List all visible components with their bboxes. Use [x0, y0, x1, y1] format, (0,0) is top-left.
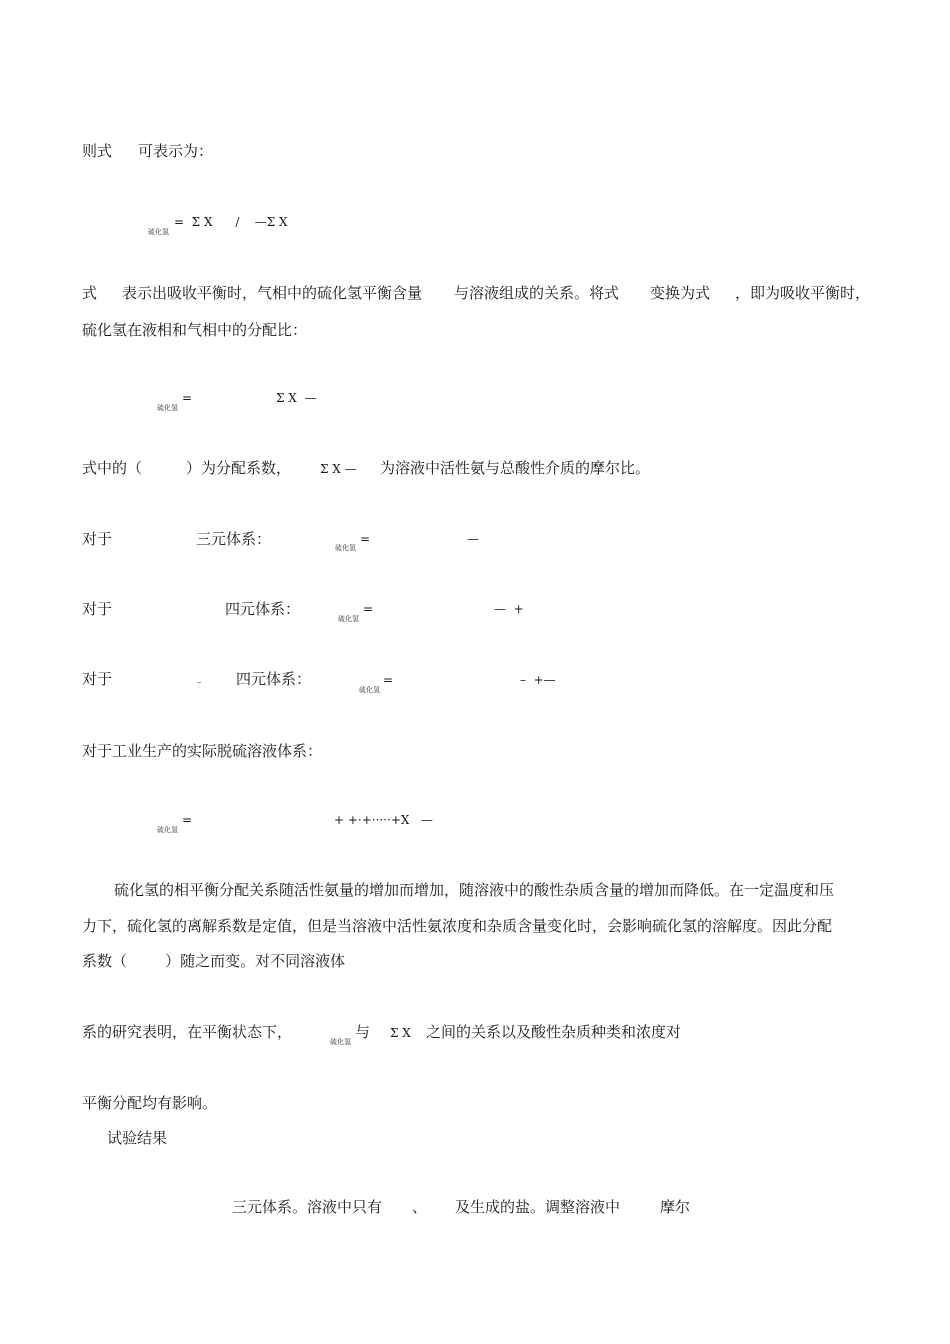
equation-5-rhs: – +—	[520, 673, 556, 687]
subscript-h2s: 硫化氢	[330, 1038, 351, 1046]
equation-3-equals: =	[360, 532, 371, 546]
text-mole: 摩尔	[660, 1198, 691, 1216]
text-shi: 式	[82, 284, 98, 302]
text-balance-effect: 平衡分配均有影响。	[82, 1094, 218, 1112]
paragraph-line-3: 系数（ ）随之而变。对不同溶液体	[82, 952, 346, 970]
paragraph-line-1: 硫化氢的相平衡分配关系随活性氨量的增加而增加，随溶液中的酸性杂质含量的增加而降低。在一定温度和压	[114, 881, 835, 899]
equation-1: = Σ X / —Σ X	[174, 215, 288, 229]
text-sigma-x: Σ X —	[320, 462, 357, 476]
text-molar-ratio: 为溶液中活性氨与总酸性介质的摩尔比。	[380, 459, 651, 477]
text-duiyu: 对于	[82, 670, 113, 688]
text-ze-shi: 则式	[82, 142, 113, 160]
subscript-h2s: 硫化氢	[359, 686, 380, 694]
paragraph-line-2: 力下，硫化氢的离解系数是定值，但是当溶液中活性氨浓度和杂质含量变化时，会影响硫化氢的溶解度。因此分配	[82, 917, 833, 935]
text-yu: 与	[355, 1023, 371, 1041]
text-research: 系的研究表明，在平衡状态下，	[82, 1023, 293, 1041]
subscript-h2s: 硫化氢	[338, 615, 359, 623]
text-quaternary-system-2: 四元体系：	[236, 670, 312, 688]
text-shi-zhong: 式中的（	[82, 459, 143, 477]
equation-6-equals: =	[182, 813, 193, 827]
subscript-h2s: 硫化氢	[157, 404, 178, 412]
section-heading: 试验结果	[107, 1129, 168, 1147]
text-absorption-balance-2: ，即为吸收平衡时，	[735, 284, 871, 302]
text-industrial-system: 对于工业生产的实际脱硫溶液体系：	[82, 742, 323, 760]
text-distribution-ratio: 硫化氢在液相和气相中的分配比：	[82, 321, 308, 339]
equation-4-rhs: — +	[494, 602, 524, 616]
text-duiyu: 对于	[82, 600, 113, 618]
text-solution-composition: 与溶液组成的关系。将式	[454, 284, 620, 302]
text-ternary-solution: 三元体系。溶液中只有	[232, 1198, 383, 1216]
text-partition-coef: ）为分配系数，	[186, 459, 292, 477]
equation-5-equals: =	[383, 673, 394, 687]
subscript-h2s: 硫化氢	[335, 544, 356, 552]
text-dash: –	[197, 678, 202, 688]
equation-2-equals: =	[182, 391, 193, 405]
equation-2-rhs: Σ X —	[276, 391, 317, 405]
text-absorption-balance: 表示出吸收平衡时，气相中的硫化氢平衡含量	[122, 284, 423, 302]
text-ternary-system: 三元体系：	[196, 530, 272, 548]
equation-6-rhs: + +·+·····+X —	[334, 813, 433, 827]
subscript-h2s: 硫化氢	[148, 228, 169, 236]
subscript-h2s: 硫化氢	[157, 826, 178, 834]
equation-4-equals: =	[363, 602, 374, 616]
text-ke-biao-shi: 可表示为：	[138, 142, 214, 160]
text-transform: 变换为式	[650, 284, 711, 302]
text-duiyu: 对于	[82, 530, 113, 548]
text-quaternary-system: 四元体系：	[225, 600, 301, 618]
text-relationship: 之间的关系以及酸性杂质种类和浓度对	[426, 1023, 682, 1041]
text-sigma-x-2: Σ X	[390, 1026, 411, 1040]
text-comma: 、	[412, 1198, 428, 1216]
equation-3-rhs: —	[467, 532, 479, 546]
text-adjust: 及生成的盐。调整溶液中	[455, 1198, 621, 1216]
